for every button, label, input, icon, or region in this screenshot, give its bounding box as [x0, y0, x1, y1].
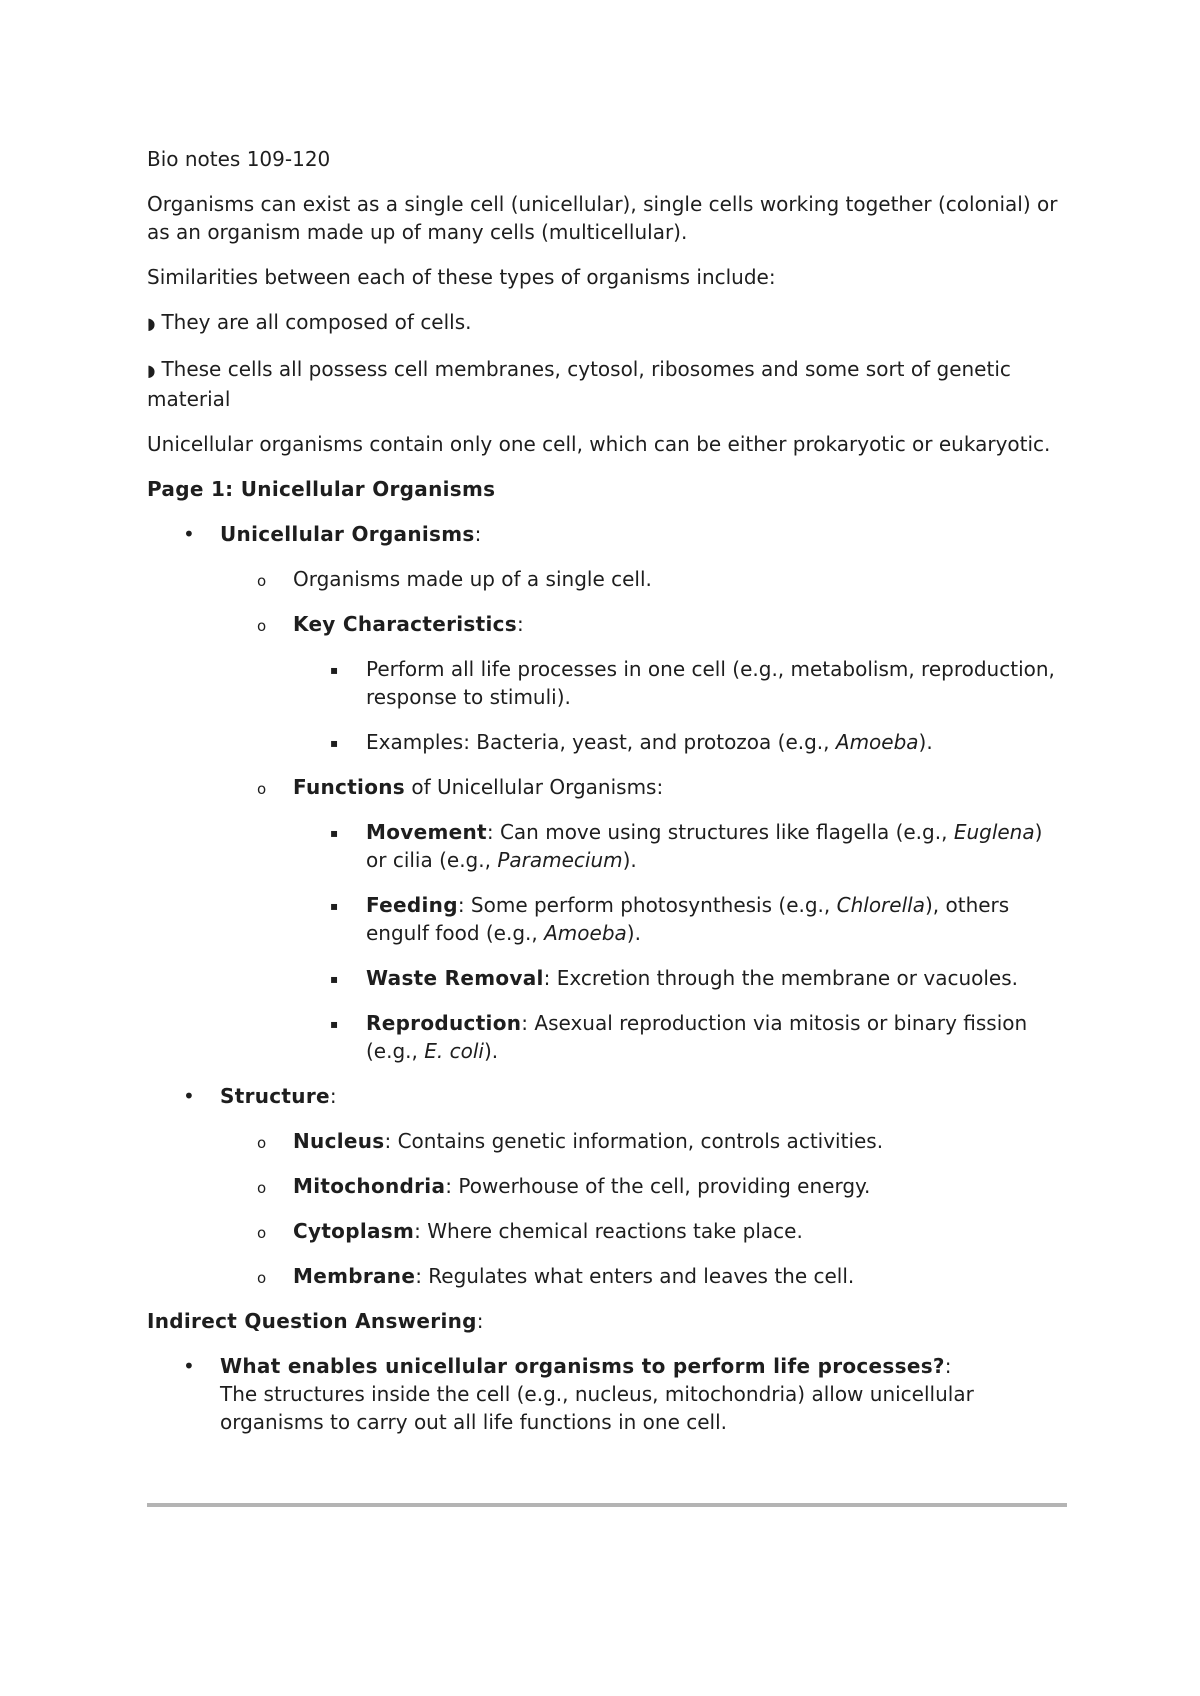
circle-bullet-icon: o [257, 617, 267, 635]
circle-bullet-icon: o [257, 1134, 267, 1152]
list-item-key-1: ▪ Perform all life processes in one cell (e.g., metabolism, reproduction, response to stimuli). [330, 657, 1055, 709]
list-item-unicellular: • Unicellular Organisms: [183, 522, 482, 546]
square-bullet-icon: ▪ [330, 826, 339, 840]
list-item-key-characteristics: o Key Characteristics: [147, 610, 1067, 638]
circle-bullet-icon: o [257, 1179, 267, 1197]
circle-bullet-icon: o [257, 780, 267, 798]
list-item-cytoplasm: o Cytoplasm: Where chemical reactions take place. [147, 1217, 1067, 1245]
list-item-question: • What enables unicellular organisms to perform life processes?: The structures inside the cell (e.g., nucleus, mitochondria) allow unicellular organisms to carry out all life functions in one cell. [183, 1354, 974, 1434]
question-text: What enables unicellular organisms to perform life processes? [220, 1354, 945, 1378]
circle-bullet-icon: o [257, 1224, 267, 1242]
list-item-feeding: ▪ Feeding: Some perform photosynthesis (e.g., Chlorella), others engulf food (e.g., Amoeba). [330, 893, 1010, 945]
square-bullet-icon: ▪ [330, 972, 339, 986]
arrow-bullet-icon: ◗ [147, 361, 156, 380]
arrow-bullet-icon: ◗ [147, 314, 156, 333]
horizontal-rule [147, 1503, 1067, 1507]
doc-title: Bio notes 109-120 [147, 147, 331, 171]
answer-text: The structures inside the cell (e.g., nucleus, mitochondria) allow unicellular organisms to carry out all life functions in one cell. [220, 1382, 974, 1434]
list-item-structure: • Structure: [183, 1084, 337, 1108]
intro-paragraph: Organisms can exist as a single cell (unicellular), single cells working together (colonial) or as an organism made up of many cells (multicellular). [147, 192, 1058, 244]
bullet-icon: • [183, 522, 195, 546]
unicellular-definition: Unicellular organisms contain only one cell, which can be either prokaryotic or eukaryotic. [147, 432, 1051, 456]
similarity-text: These cells all possess cell membranes, cytosol, ribosomes and some sort of genetic material [147, 357, 1011, 411]
bullet-icon: • [183, 1084, 195, 1108]
circle-bullet-icon: o [257, 1269, 267, 1287]
list-item-definition: o Organisms made up of a single cell. [147, 565, 1067, 593]
similarity-text: They are all composed of cells. [161, 310, 472, 334]
list-item-nucleus: o Nucleus: Contains genetic information, controls activities. [147, 1127, 1067, 1155]
iqa-heading: Indirect Question Answering: [147, 1309, 484, 1333]
square-bullet-icon: ▪ [330, 663, 339, 677]
list-item-movement: ▪ Movement: Can move using structures like flagella (e.g., Euglena) or cilia (e.g., Paramecium). [330, 820, 1043, 872]
bullet-icon: • [183, 1354, 195, 1378]
list-item-waste-removal: ▪ Waste Removal: Excretion through the membrane or vacuoles. [147, 964, 1067, 992]
square-bullet-icon: ▪ [330, 736, 339, 750]
similarity-item [147, 355, 1067, 413]
list-item-functions: o Functions of Unicellular Organisms: [147, 773, 1067, 801]
page-heading: Page 1: Unicellular Organisms [147, 477, 496, 501]
similarity-item [147, 308, 1067, 338]
square-bullet-icon: ▪ [330, 899, 339, 913]
square-bullet-icon: ▪ [330, 1017, 339, 1031]
list-item-mitochondria: o Mitochondria: Powerhouse of the cell, providing energy. [147, 1172, 1067, 1200]
list-item-reproduction: ▪ Reproduction: Asexual reproduction via mitosis or binary fission (e.g., E. coli). [330, 1011, 1028, 1063]
list-item-key-2: ▪ Examples: Bacteria, yeast, and protozoa (e.g., Amoeba). [147, 728, 1067, 756]
similarities-lead: Similarities between each of these types of organisms include: [147, 265, 776, 289]
document-page [147, 145, 1067, 1453]
item-label: Unicellular Organisms [220, 522, 475, 546]
circle-bullet-icon: o [257, 572, 267, 590]
list-item-membrane: o Membrane: Regulates what enters and leaves the cell. [147, 1262, 1067, 1290]
